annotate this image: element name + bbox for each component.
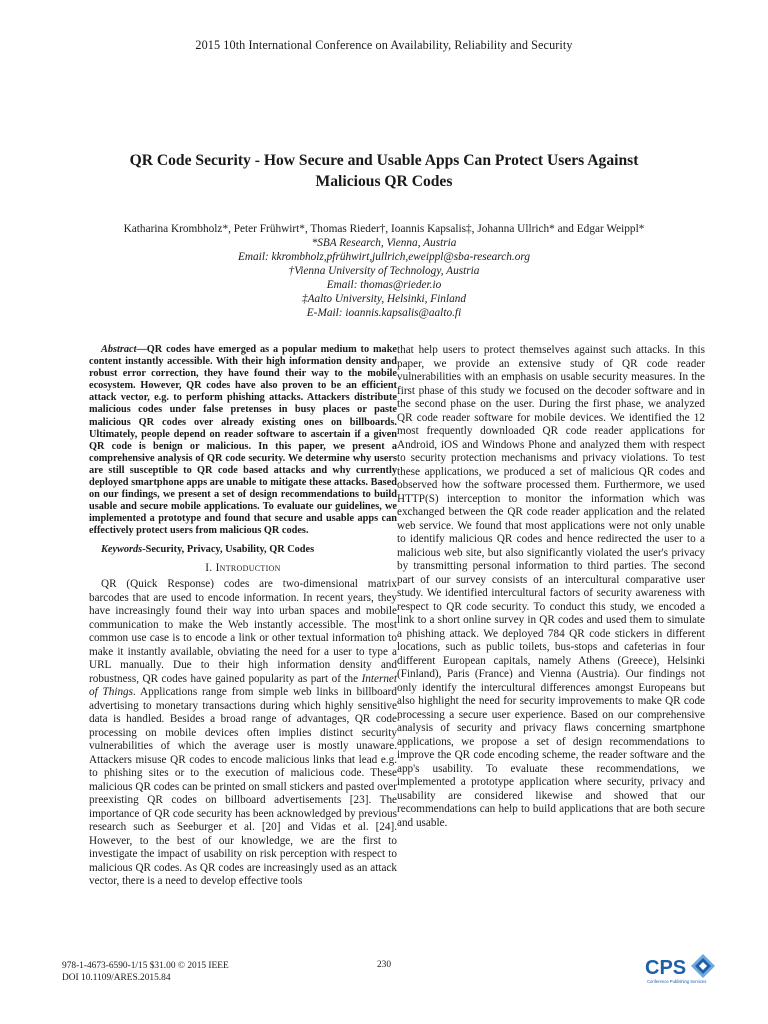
email-sba: Email: kkrombholz,pfrühwirt,jullrich,eweippl@sba-research.org	[237, 251, 531, 263]
right-column	[397, 344, 705, 830]
intro-paragraph-continued: that help users to protect themselves against such attacks. In this paper, we provide an extensive study of QR code reader vulnerabilities with an emphasis on usable security measures. In the first phase of this study we focused on the decoder software and in the second phase on the user. During the first phase, we analyzed QR code reader software for mobile devices. We identified the 12 most frequently downloaded QR code reader applications for Android, iOS and Windows Phone and analyzed them with respect to security protection mechanisms and privacy violations. To test these applications, we produced a set of malicious QR codes and observed how the software processed them. Furthermore, we used HTTP(S) interception to monitor the information which was exchanged between the QR code reader application and the related web service. We found that most applications were not only unable to identify malicious QR codes and hence redirected the user to a malicious web site, but also significantly violated the user's privacy by transmitting personal information to third parties. The second part of our survey consists of an intercultural comparative user study. We identified intercultural factors of security awareness with respect to QR code security. To conduct this study, we encoded a link to a short online survey in QR codes and used them to simulate a phishing attack. We deployed 784 QR code stickers in different locations, such as public toilets, bus-stops and cafeterias in four different European capitals, namely Athens (Greece), Helsinki (Finland), Paris (France) and Vienna (Austria). Our findings not only identify the intercultural differences amongst Europeans but also highlight the need for security improvements to make QR code processing a secure user experience. Based on our comprehensive analysis of security and privacy flaws concerning smartphone applications, we propose a set of design recommendations to improve the QR code encoding scheme, the reader software and the app's usability. To evaluate these recommendations, we implemented a prototype application where security, privacy and usability are considered likewise and showed that our recommendations can help to build applications that are both secure and usable.	[397, 344, 705, 829]
left-column	[89, 344, 397, 889]
keywords	[89, 544, 397, 556]
title-line-1: QR Code Security - How Secure and Usable Apps Can Protect Users Against	[129, 152, 639, 169]
logo-diamond-icon	[691, 954, 715, 978]
intro-paragraph	[89, 578, 397, 889]
intro-text-b: . Applications range from simple web links in billboard advertising to monetary transactions during which highly sensitive data is handled. Besides a broad range of advantages, QR code processing on mobile devices often implies distinct security vulnerabilities of which the average user is mostly unaware. Attackers misuse QR codes to encode malicious links that lead e.g. to phishing sites or to the execution of malicious code. These malicious QR codes can be printed on small stickers and pasted over preexisting QR codes on billboard advertisements [23]. The importance of QR code security has been acknowledged by previous research such as Seeburger et al. [20] and Vidas et al. [24]. However, to the best of our knowledge, we are the first to investigate the impact of usability on risk perception with respect to malicious QR codes. As QR codes are increasingly used as an attack vector, there is a need to develop effective tools	[89, 686, 398, 888]
keywords-label: Keywords	[101, 543, 143, 555]
cps-logo-icon	[645, 952, 715, 986]
title-line-2: Malicious QR Codes	[315, 173, 453, 190]
abstract	[89, 344, 397, 538]
page-number: 230	[376, 960, 392, 970]
affiliation-aalto: ‡Aalto University, Helsinki, Finland	[301, 293, 467, 305]
section-heading-introduction	[89, 562, 397, 576]
paper-title	[60, 150, 708, 192]
keywords-text: -Security, Privacy, Usability, QR Codes	[142, 543, 315, 555]
footer-isbn: 978-1-4673-6590-1/15 $31.00 © 2015 IEEE	[62, 961, 229, 971]
footer-doi: DOI 10.1109/ARES.2015.84	[62, 973, 171, 983]
logo-subtext: Conference Publishing Services	[647, 979, 707, 984]
email-tuwien: Email: thomas@rieder.io	[326, 279, 442, 291]
intro-emphasis: Internet of Things	[89, 672, 397, 699]
email-aalto: E-Mail: ioannis.kapsalis@aalto.fi	[306, 307, 462, 319]
affiliation-sba: *SBA Research, Vienna, Austria	[311, 237, 457, 249]
abstract-text: —QR codes have emerged as a popular medium to make content instantly accessible. With their high information density and robust error correction, they have found their way to the mobile ecosystem. However, QR codes have also proven to be an efficient attack vector, e.g. to perform phishing attacks. Attackers distribute malicious codes under false pretenses in busy places or paste malicious QR codes over already existing ones on billboards. Ultimately, people depend on reader software to ascertain if a given QR code is benign or malicious. In this paper, we present a comprehensive analysis of QR code security. We determine why users are still susceptible to QR code based attacks and why currently deployed smartphone apps are unable to mitigate these attacks. Based on our findings, we present a set of design recommendations to build usable and secure mobile applications. To evaluate our guidelines, we implemented a prototype and found that secure and usable apps can effectively protect users from malicious QR codes.	[89, 344, 397, 537]
affiliation-tuwien: †Vienna University of Technology, Austria	[288, 265, 480, 277]
abstract-label: Abstract	[101, 344, 137, 355]
section-title: Introduction	[215, 561, 281, 574]
intro-text-a: QR (Quick Response) codes are two-dimensional matrix barcodes that are used to encode information. In recent years, they have increasingly found their way into urban spaces and mobile communication to make the Web instantly accessible. The most common use case is to encode a link or other textual information to make it instantly available, obviating the need for a user to type a URL manually. Due to their high information density and robustness, QR codes have gained popularity as part of the	[89, 578, 397, 685]
section-number: I.	[205, 561, 213, 574]
author-list: Katharina Krombholz*, Peter Frühwirt*, Thomas Rieder†, Ioannis Kapsalis‡, Johanna Ullrich* and Edgar Weippl*	[123, 223, 645, 235]
logo-text: CPS	[645, 957, 687, 979]
conference-header: 2015 10th International Conference on Availability, Reliability and Security	[195, 38, 573, 52]
